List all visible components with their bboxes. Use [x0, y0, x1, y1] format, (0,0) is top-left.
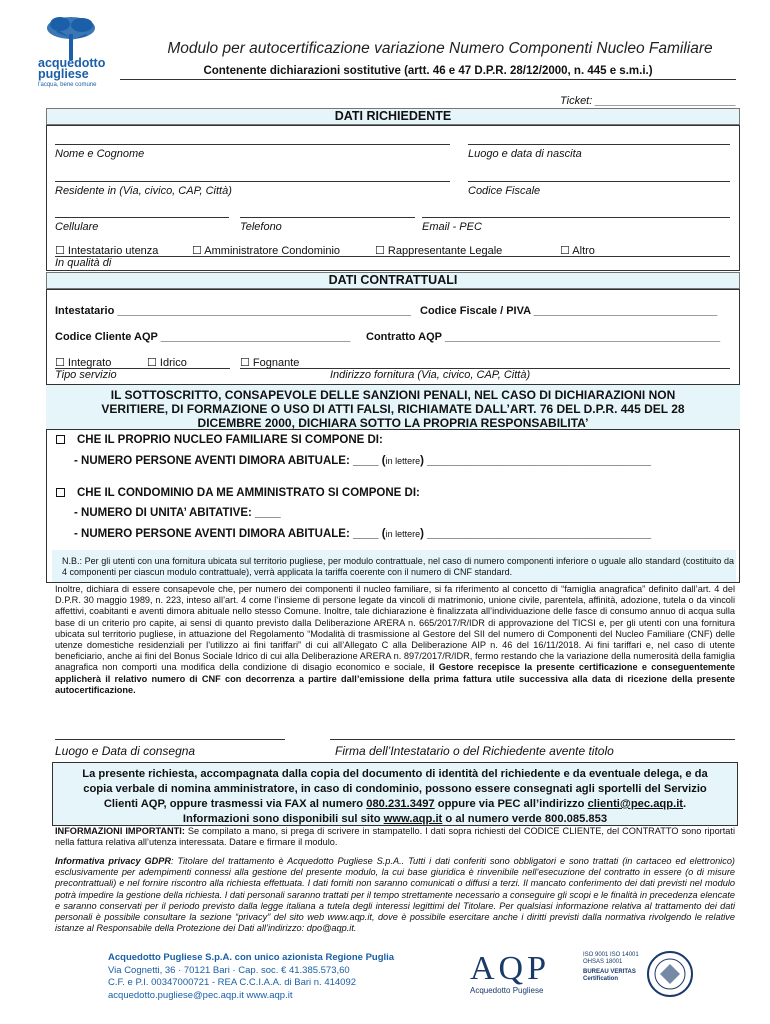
- codice-fiscale-input-line[interactable]: [468, 169, 730, 182]
- privacy-label: Informativa privacy GDPR: [55, 856, 172, 866]
- notice-text-4: Informazioni sono disponibili sul sito: [182, 813, 384, 825]
- body-paragraph-text: Inoltre, dichiara di essere consapevole che, per numero dei componenti il nucleo familiare, si fa riferimento al concetto di “famiglia anagrafica” definito dall’art. 4 del D.P.R. 30 maggio 1989, n. 223, inteso all’art. 4 come l’insieme di persone legate da vincoli di matrimonio, unione civile, parentela, affinità, adozione, tutela o da vincoli affettivi, coabitanti e aventi dimora abituale nello stesso Comune. Inoltre, tale dichiarazione è finalizzata all’individuazione delle fasce di consumo annuo di acqua sulla base di un criterio pro capite, ai sensi di quanto previsto dalla Deliberazione ARERA n. 665/2017/R/IDR di approvazione del TICSI e, per gli utenti con una fornitura ubicata sul territorio pugliese, in attuazione del Regolamento “Modalità di trasmissione al Gestore del SII del numero di Componenti del Nucleo Familiare (CNF) delle utenze domestiche residenziali per l’utilizzo ai fini tariffari” di cui all’Allegato C alla Deliberazione AIP n. 46 del 16/11/2018. Ai fini tariffari e, nel caso di utente beneficiario, anche ai fini del Bonus Sociale Idrico di cui alla Deliberazione ARERA n. 897/2017/R/IDR, fermo restando che la variazione della numerosità della famiglia anagrafica non comporti una modifica della condizione di disagio economico e sociale,: [55, 584, 735, 673]
- checkbox-idrico[interactable]: ☐ Idrico: [147, 357, 187, 369]
- aqp-logo-sub: Acquedotto Pugliese: [470, 986, 544, 995]
- section-title-contrattuali: DATI CONTRATTUALI: [46, 272, 740, 289]
- email-input-line[interactable]: [422, 205, 730, 218]
- contratto-field[interactable]: Contratto AQP _____________________________________________: [366, 331, 721, 343]
- codice-cliente-field[interactable]: Codice Cliente AQP _______________________________: [55, 331, 351, 343]
- residente-label: Residente in (Via, civico, CAP, Città): [55, 185, 232, 197]
- nome-input-line[interactable]: [55, 132, 450, 145]
- luogo-nascita-input-line[interactable]: [468, 132, 730, 145]
- option-nucleo-label: CHE IL PROPRIO NUCLEO FAMILIARE SI COMPONE DI:: [77, 434, 383, 446]
- checkbox-amministratore[interactable]: ☐ Amministratore Condominio: [192, 245, 341, 257]
- info-important: [55, 826, 735, 848]
- in-lettere-2: in lettere: [385, 529, 421, 539]
- declaration-heading: IL SOTTOSCRITTO, CONSAPEVOLE DELLE SANZIONI PENALI, NEL CASO DI DICHIARAZIONI NON VERITIERE, DI FORMAZIONE O USO DI ATTI FALSI, RICHIAMATE DALL’ART. 76 DEL D.P.R. 445 DEL 28 DICEMBRE 2000, DICHIARA SOTTO LA PROPRIA RESPONSABILITA’: [46, 385, 740, 429]
- aqp-logo-text: AQP: [470, 950, 551, 987]
- cf-piva-field[interactable]: Codice Fiscale / PIVA ______________________________: [420, 305, 718, 317]
- brand-tagline: l'acqua, bene comune: [38, 82, 97, 88]
- body-paragraph-bold: il Gestore recepisce la presente certificazione e conseguentemente applicherà il relativo numero di CNF con decorrenza a partire dall’emissione della prima fattura utile successiva alla data di ricezione della presente autocertificazione.: [55, 662, 735, 695]
- option-condominio-label: CHE IL CONDOMINIO DA ME AMMINISTRATO SI COMPONE DI:: [77, 487, 420, 499]
- checkbox-condominio-icon[interactable]: [56, 488, 65, 497]
- qualita-input-line: [55, 244, 730, 257]
- notice-box: [52, 762, 738, 826]
- indirizzo-label: Indirizzo fornitura (Via, civico, CAP, Città): [330, 369, 531, 381]
- indirizzo-input-line[interactable]: [240, 356, 730, 369]
- cert-block: [583, 952, 643, 983]
- bureau-veritas-text: BUREAU VERITAS Certification: [583, 969, 636, 982]
- logo-tree-icon: [42, 14, 100, 62]
- luogo-data-line[interactable]: [55, 728, 285, 740]
- section-title-richiedente: DATI RICHIEDENTE: [46, 108, 740, 125]
- notice-text-3: .: [683, 798, 687, 810]
- checkbox-integrato[interactable]: ☐ Integrato: [55, 357, 112, 369]
- info-text: Se compilato a mano, si prega di scrivere in stampatello. I dati sopra richiesti del CODICE CLIENTE, del CONTRATTO sono riportati nella fattura relativa all’utenza interessata. Datare e firmare il modulo.: [55, 826, 735, 848]
- persone-label-2: - NUMERO PERSONE AVENTI DIMORA ABITUALE: ____ (: [74, 528, 386, 540]
- tipo-servizio-line: [55, 356, 230, 369]
- persone-tail-1: ) ___________________________________: [420, 455, 652, 467]
- luogo-nascita-label: Luogo e data di nascita: [468, 148, 582, 160]
- info-label: INFORMAZIONI IMPORTANTI:: [55, 826, 185, 836]
- codice-fiscale-label: Codice Fiscale: [468, 185, 541, 197]
- unita-field[interactable]: - NUMERO DI UNITA’ ABITATIVE: ____: [74, 507, 281, 519]
- footer-company-name: Acquedotto Pugliese S.p.A. con unico azionista Regione Puglia: [108, 952, 395, 963]
- site-link[interactable]: www.aqp.it: [383, 813, 443, 825]
- checkbox-nucleo-icon[interactable]: [56, 435, 65, 444]
- email-label: Email - PEC: [422, 221, 482, 233]
- persone-field-1[interactable]: [74, 455, 651, 467]
- cellulare-label: Cellulare: [55, 221, 99, 233]
- residente-input-line[interactable]: [55, 169, 450, 182]
- footer-company: [108, 952, 428, 1002]
- option-condominio[interactable]: [56, 487, 420, 499]
- nome-label: Nome e Cognome: [55, 148, 145, 160]
- cellulare-input-line[interactable]: [55, 205, 229, 218]
- checkbox-fognante[interactable]: ☐ Fognante: [240, 357, 300, 369]
- firma-label: Firma dell’Intestatario o del Richiedente avente titolo: [335, 744, 614, 758]
- fax-number[interactable]: 080.231.3497: [366, 798, 435, 810]
- footer-cf: C.F. e P.I. 00347000721 - REA C.C.I.A.A. di Bari n. 414092: [108, 977, 357, 988]
- in-lettere-1: in lettere: [385, 456, 421, 466]
- tipo-servizio-label: Tipo servizio: [55, 369, 117, 381]
- body-paragraph: [55, 584, 735, 696]
- privacy-text: : Titolare del trattamento è Acquedotto Pugliese S.p.A.. Tutti i dati conferiti sono obbligatori e sono trattati (in cartaceo ed elettronico) esclusivamente per adempimenti connessi alla gestione del presente modulo, la cui base giuridica è rinvenibile nell’esecuzione del contratto in essere (o di misure precontrattuali) e nel fornire riscontro alla richiesta effettuata. I dati forniti non saranno comunicati o diffusi a terzi. Il mancato conferimento dei dati previsti nel modulo potrà impedire la gestione della richiesta. I dati personali saranno trattati per il tempo strettamente necessario a conseguire gli scopi e le finalità in precedenza elencate e saranno conservati per il periodo previsto dalla legge italiana a tutela degli interessi legittimi del Titolare. Per qualsiasi informazione relativa al trattamento dei dati personali è possibile consultare la sezione “privacy” del sito web www.aqp.it, dove è possibile esercitare anche i diritti previsti dalla normativa rivolgendo le relative istanze al Responsabile della Protezione dei Dati all’indirizzo: dpo@aqp.it.: [55, 856, 735, 934]
- pec-link[interactable]: clienti@pec.aqp.it: [587, 798, 684, 810]
- intestatario-field[interactable]: Intestatario ________________________________________________: [55, 305, 411, 317]
- luogo-data-label: Luogo e Data di consegna: [55, 744, 196, 758]
- checkbox-altro[interactable]: ☐ Altro: [560, 245, 595, 257]
- iso-text: ISO 9001 ISO 14001 OHSAS 18001: [583, 952, 639, 965]
- ticket-field[interactable]: Ticket: _______________________: [560, 95, 737, 107]
- firma-line[interactable]: [330, 728, 735, 740]
- footer-address: Via Cognetti, 36 · 70121 Bari · Cap. soc. € 41.385.573,60: [108, 964, 350, 976]
- aqp-logo: [470, 952, 570, 995]
- certification-seal-icon: [646, 950, 694, 998]
- nb-note: N.B.: Per gli utenti con una fornitura ubicata sul territorio pugliese, per modulo contrattuale, nel caso di numero componenti inferiore o uguale allo standard (costituito da 4 componenti per ciascun modulo contrattuale), verrà applicata la tariffa coerente con il numero di CNF standard.: [62, 556, 734, 577]
- qualita-label: In qualità di: [55, 257, 112, 269]
- persone-field-2[interactable]: [74, 528, 651, 540]
- privacy-notice: [55, 856, 735, 934]
- form-title: Modulo per autocertificazione variazione Numero Componenti Nucleo Familiare: [167, 40, 713, 57]
- checkbox-intestatario[interactable]: ☐ Intestatario utenza: [55, 245, 159, 257]
- notice-text: La presente richiesta, accompagnata dalla copia del documento di identità del richiedente e da eventuale delega, e da copia verbale di nomina amministratore, in caso di condominio, possono essere consegnati agli sportelli del Servizio Clienti AQP, oppure trasmessi via FAX al numero: [82, 768, 708, 810]
- brand-logo: acquedotto pugliese: [38, 56, 106, 81]
- option-nucleo[interactable]: [56, 434, 383, 446]
- telefono-input-line[interactable]: [240, 205, 415, 218]
- footer-emails[interactable]: acquedotto.pugliese@pec.aqp.it www.aqp.it: [108, 989, 293, 1001]
- telefono-label: Telefono: [240, 221, 282, 233]
- notice-text-5: o al numero verde 800.085.853: [442, 813, 608, 825]
- notice-text-2: oppure via PEC all’indirizzo: [434, 798, 588, 810]
- persone-label-1: - NUMERO PERSONE AVENTI DIMORA ABITUALE: ____ (: [74, 455, 386, 467]
- persone-tail-2: ) ___________________________________: [420, 528, 652, 540]
- checkbox-rappresentante[interactable]: ☐ Rappresentante Legale: [375, 245, 503, 257]
- form-subtitle: Contenente dichiarazioni sostitutive (artt. 46 e 47 D.P.R. 28/12/2000, n. 445 e s.m.i.): [120, 65, 736, 80]
